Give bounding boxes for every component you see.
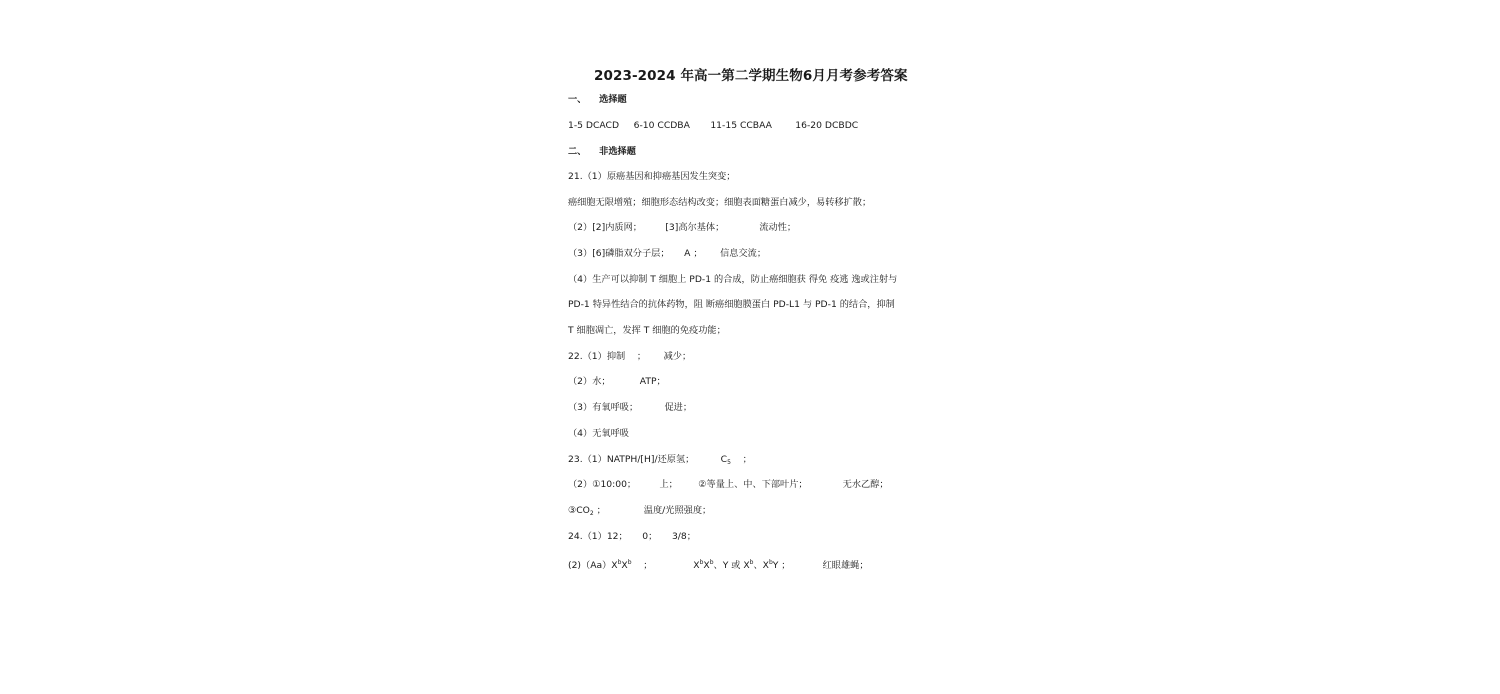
q21-part4: （4）生产可以抑制 T 细胞上 PD-1 的合成，防止癌细胞获 得免 疫逃 逸或注射与 <box>568 274 898 285</box>
q24-sup5: b <box>749 559 754 566</box>
q24-part1: 24.（1）12； 0； 3/8； <box>568 531 696 542</box>
q24-part2-f: 、X <box>753 560 769 571</box>
q22-part2: （2）水； ATP； <box>568 376 666 387</box>
q22-part4: （4）无氧呼吸 <box>568 428 629 439</box>
q24-part2-e: 、Y 或 X <box>713 560 750 571</box>
q23-part1-text: 23.（1）NATPH/[H]/还原氢； C <box>568 454 728 465</box>
multiple-choice-answers: 1-5 DCACD 6-10 CCDBA 11-15 CCBAA 16-20 DCBDC <box>568 120 859 131</box>
q24-sup4: b <box>709 559 714 566</box>
q23-co2-text: ③CO <box>568 505 590 516</box>
q24-part2 <box>568 557 869 572</box>
q23-part1-tail: ； <box>730 454 752 465</box>
q23-part1-subscript: 5 <box>727 459 731 466</box>
q22-part3: （3）有氧呼吸； 促进； <box>568 402 693 413</box>
q24-part2-a: (2)（Aa）X <box>568 560 618 571</box>
section-multiple-choice-heading: 一、 选择题 <box>568 94 627 105</box>
q21-part3: （3）[6]磷脂双分子层； A ； 信息交流； <box>568 248 767 259</box>
q21-part1: 21.（1）原癌基因和抑癌基因发生突变； <box>568 171 736 182</box>
q23-co2-subscript: 2 <box>589 510 594 517</box>
q21-part1-cont: 癌细胞无限增殖；细胞形态结构改变；细胞表面糖蛋白减少，易转移扩散； <box>568 197 872 208</box>
q24-sup1: b <box>617 559 622 566</box>
section-free-response-heading: 二、 非选择题 <box>568 146 636 157</box>
q24-part2-g: Y ； 红眼雄蝇； <box>772 560 869 571</box>
q24-sup2: b <box>627 559 632 566</box>
q21-part2: （2）[2]内质网； [3]高尔基体； 流动性； <box>568 222 797 233</box>
q24-part2-d: X <box>703 560 710 571</box>
q21-part4-cont1: PD-1 特异性结合的抗体药物，阻 断癌细胞膜蛋白 PD-L1 与 PD-1 的结合，抑制 <box>568 299 895 310</box>
q23-part2-cont <box>568 505 711 520</box>
answer-sheet-page <box>568 58 928 578</box>
q23-part2: （2）①10:00； 上； ②等量上、中、下部叶片； 无水乙醇； <box>568 479 889 490</box>
q23-co2-tail: ； 温度/光照强度； <box>593 505 712 516</box>
q24-sup3: b <box>699 559 704 566</box>
q23-part1 <box>568 454 752 469</box>
q24-part2-c: ； X <box>631 560 700 571</box>
page-title: 2023-2024 年高一第二学期生物6月月考参考答案 <box>594 68 908 84</box>
q21-part4-cont2: T 细胞凋亡，发挥 T 细胞的免疫功能； <box>568 325 726 336</box>
q24-part2-b: X <box>621 560 628 571</box>
q22-part1: 22.（1）抑制 ； 减少； <box>568 351 692 362</box>
q24-sup6: b <box>768 559 773 566</box>
